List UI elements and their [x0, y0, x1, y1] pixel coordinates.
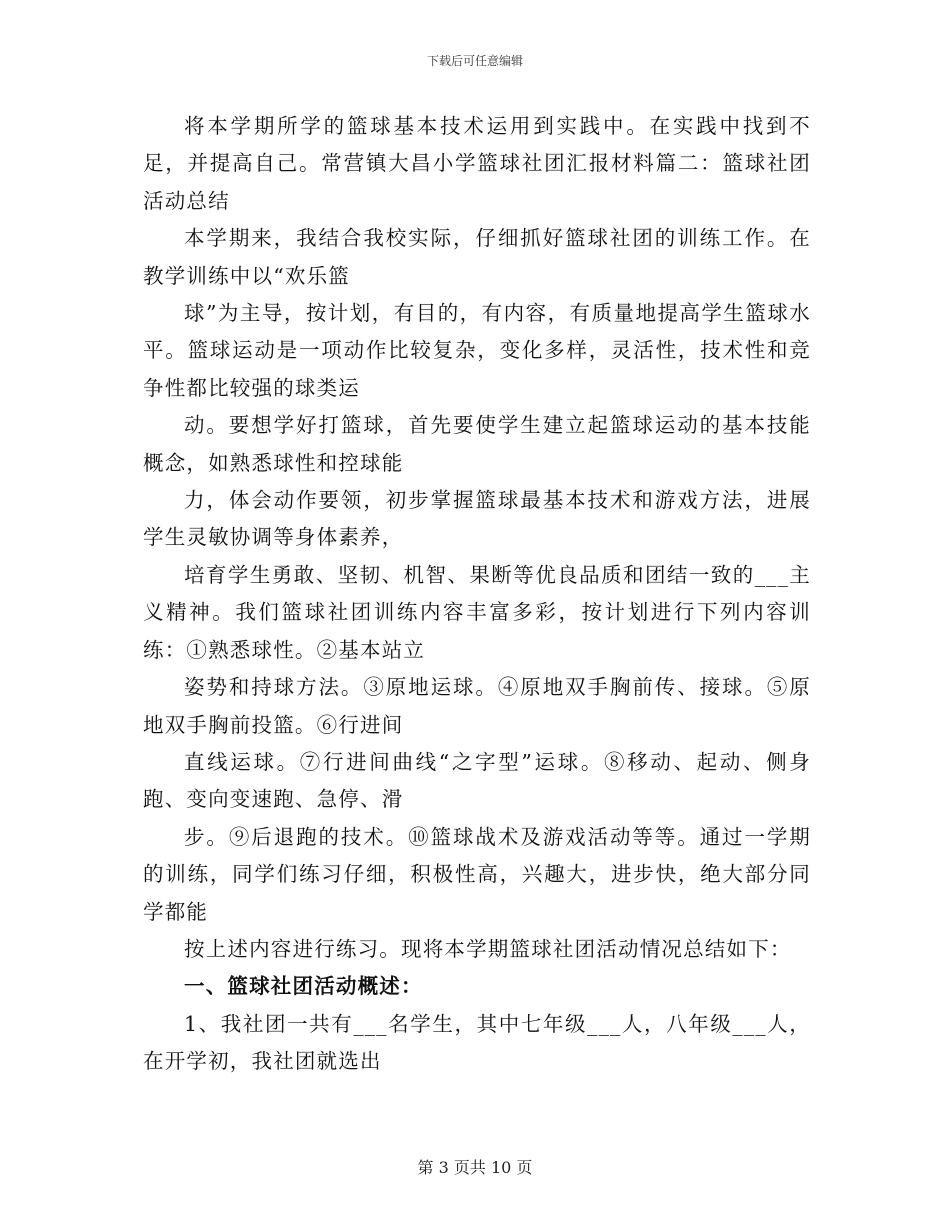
paragraph: 1、我社团一共有___名学生，其中七年级___人，八年级___人，在开学初，我社团就选出: [143, 1011, 811, 1074]
paragraph: 直线运球。⑦行进间曲线“之字型”运球。⑧移动、起动、侧身跑、变向变速跑、急停、滑: [143, 749, 811, 812]
paragraph: 动。要想学好打篮球，首先要使学生建立起篮球运动的基本技能概念，如熟悉球性和控球能: [143, 413, 811, 475]
paragraph: 球”为主导，按计划，有目的，有内容，有质量地提高学生篮球水平。篮球运动是一项动作比较复杂，变化多样，灵活性，技术性和竞争性都比较强的球类运: [143, 301, 811, 400]
document-body: [143, 108, 811, 1081]
paragraph: 力，体会动作要领，初步掌握篮球最基本技术和游戏方法，进展学生灵敏协调等身体素养，: [143, 488, 811, 550]
page-header-note: 下载后可任意编辑: [426, 54, 523, 68]
paragraph: 姿势和持球方法。③原地运球。④原地双手胸前传、接球。⑤原地双手胸前投篮。⑥行进间: [143, 675, 811, 737]
section-heading: 一、篮球社团活动概述：: [184, 974, 423, 999]
paragraph: 按上述内容进行练习。现将本学期篮球社团活动情况总结如下：: [184, 936, 792, 961]
paragraph: 培育学生勇敢、坚韧、机智、果断等优良品质和团结一致的___主义精神。我们篮球社团训练内容丰富多彩，按计划进行下列内容训练：①熟悉球性。②基本站立: [143, 562, 811, 662]
paragraph: 步。⑨后退跑的技术。⑩篮球战术及游戏活动等等。通过一学期的训练，同学们练习仔细，积极性高，兴趣大，进步快，绝大部分同学都能: [143, 824, 811, 924]
paragraph: 将本学期所学的篮球基本技术运用到实践中。在实践中找到不足，并提高自己。常营镇大昌小学篮球社团汇报材料篇二：篮球社团活动总结: [143, 114, 811, 213]
page-number: 第 3 页共 10 页: [417, 1158, 533, 1177]
paragraph: 本学期来，我结合我校实际，仔细抓好篮球社团的训练工作。在教学训练中以“欢乐篮: [143, 226, 811, 288]
